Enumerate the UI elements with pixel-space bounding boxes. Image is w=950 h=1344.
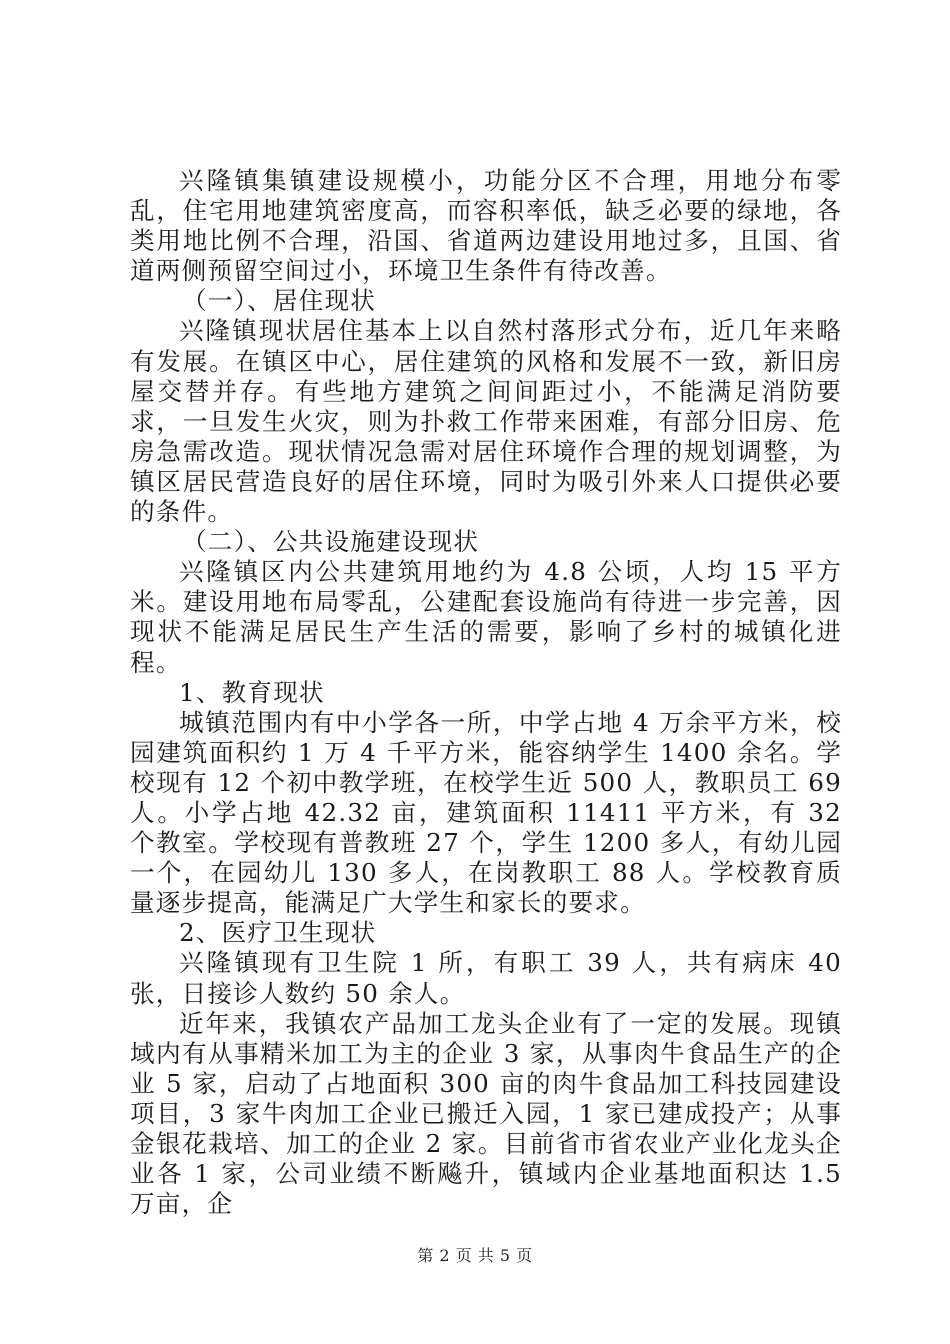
paragraph-agriculture-enterprises: 近年来，我镇农产品加工龙头企业有了一定的发展。现镇域内有从事精米加工为主的企业 3 家，从事肉牛食品生产的企业 5 家，启动了占地面积 300 亩的肉牛食品加工科技园建设项目，3 家牛肉加工企业已搬迁入园，1 家已建成投产；从事金银花栽培、加工的企业 2 家。目前省市省农业产业化龙头企业各 1 家，公司业绩不断飚升，镇域内企业基地面积达 1.5 万亩，企 <box>130 1008 842 1219</box>
heading-public-facilities: （二）、公共设施建设现状 <box>182 527 480 557</box>
heading-education: 1、教育现状 <box>179 677 325 707</box>
paragraph-medical: 兴隆镇现有卫生院 1 所，有职工 39 人，共有病床 40 张，日接诊人数约 50 余人。 <box>130 948 842 1008</box>
heading-medical: 2、医疗卫生现状 <box>179 918 377 948</box>
paragraph-education: 城镇范围内有中小学各一所，中学占地 4 万余平方米，校园建筑面积约 1 万 4 千平方米，能容纳学生 1400 余名。学校现有 12 个初中教学班，在校学生近 500 人，教职员工 69 人。小学占地 42.32 亩，建筑面积 11411 平方米，有 32 个教室。学校现有普教班 27 个，学生 1200 多人，有幼儿园一个，在园幼儿 130 多人，在岗教职工 88 人。学校教育质量逐步提高，能满足广大学生和家长的要求。 <box>130 707 842 918</box>
paragraph-intro: 兴隆镇集镇建设规模小，功能分区不合理，用地分布零乱，住宅用地建筑密度高，而容积率低，缺乏必要的绿地，各类用地比例不合理，沿国、省道两边建设用地过多，且国、省道两侧预留空间过小，环境卫生条件有待改善。 <box>130 166 842 286</box>
paragraph-public-facilities: 兴隆镇区内公共建筑用地约为 4.8 公顷，人均 15 平方米。建设用地布局零乱，公建配套设施尚有待进一步完善，因现状不能满足居民生产生活的需要，影响了乡村的城镇化进程。 <box>130 557 842 677</box>
heading-residential-status: （一）、居住现状 <box>182 286 377 316</box>
page-number-footer: 第 2 页 共 5 页 <box>417 1246 533 1265</box>
document-page <box>130 166 842 1219</box>
paragraph-residential: 兴隆镇现状居住基本上以自然村落形式分布，近几年来略有发展。在镇区中心，居住建筑的风格和发展不一致，新旧房屋交替并存。有些地方建筑之间间距过小，不能满足消防要求，一旦发生火灾，则为扑救工作带来困难，有部分旧房、危房急需改造。现状情况急需对居住环境作合理的规划调整，为镇区居民营造良好的居住环境，同时为吸引外来人口提供必要的条件。 <box>130 316 842 527</box>
